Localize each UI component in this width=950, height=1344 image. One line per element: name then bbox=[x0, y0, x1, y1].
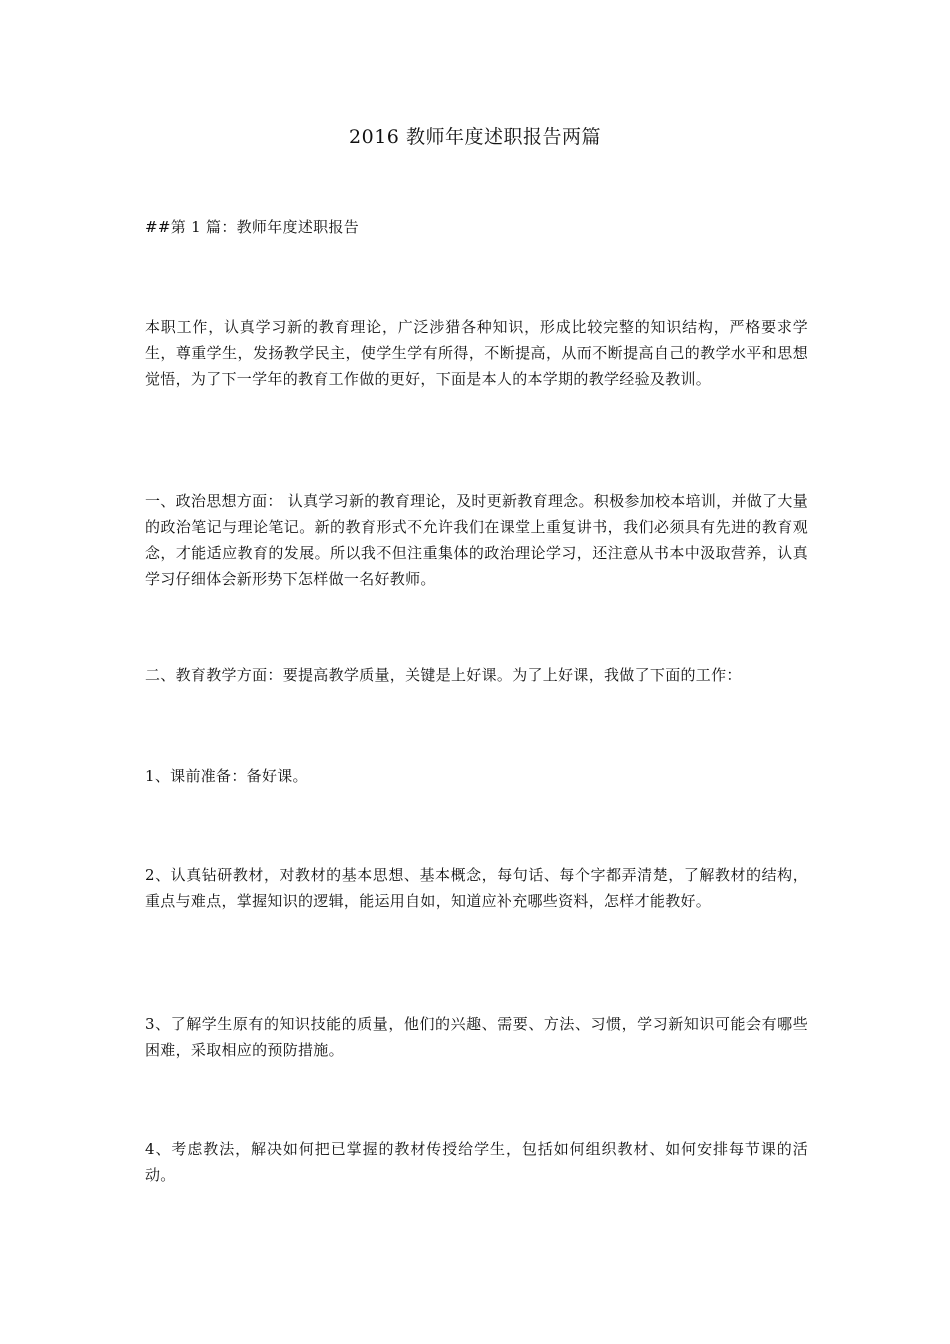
paragraph-item-1: 1、课前准备：备好课。 bbox=[145, 767, 308, 785]
section-heading: ##第 1 篇：教师年度述职报告 bbox=[145, 218, 360, 236]
document-title: 2016 教师年度述职报告两篇 bbox=[349, 126, 601, 148]
paragraph-intro: 本职工作，认真学习新的教育理论，广泛涉猎各种知识，形成比较完整的知识结构，严格要求学生，尊重学生，发扬教学民主，使学生学有所得，不断提高，从而不断提高自己的教学水平和思想觉悟，为了下一学年的教育工作做的更好，下面是本人的本学期的教学经验及教训。 bbox=[145, 318, 808, 388]
paragraph-item-3: 3、了解学生原有的知识技能的质量，他们的兴趣、需要、方法、习惯，学习新知识可能会有哪些困难，采取相应的预防措施。 bbox=[145, 1015, 808, 1059]
paragraph-teaching: 二、教育教学方面：要提高教学质量，关键是上好课。为了上好课，我做了下面的工作： bbox=[145, 666, 742, 684]
paragraph-item-4: 4、考虑教法，解决如何把已掌握的教材传授给学生，包括如何组织教材、如何安排每节课的活动。 bbox=[145, 1140, 808, 1184]
paragraph-item-2: 2、认真钻研教材，对教材的基本思想、基本概念，每句话、每个字都弄清楚，了解教材的结构，重点与难点，掌握知识的逻辑，能运用自如，知道应补充哪些资料，怎样才能教好。 bbox=[145, 866, 808, 910]
paragraph-political: 一、政治思想方面： 认真学习新的教育理论，及时更新教育理念。积极参加校本培训，并做了大量的政治笔记与理论笔记。新的教育形式不允许我们在课堂上重复讲书，我们必须具有先进的教育观念，才能适应教育的发展。所以我不但注重集体的政治理论学习，还注意从书本中汲取营养，认真学习仔细体会新形势下怎样做一名好教师。 bbox=[145, 492, 808, 588]
